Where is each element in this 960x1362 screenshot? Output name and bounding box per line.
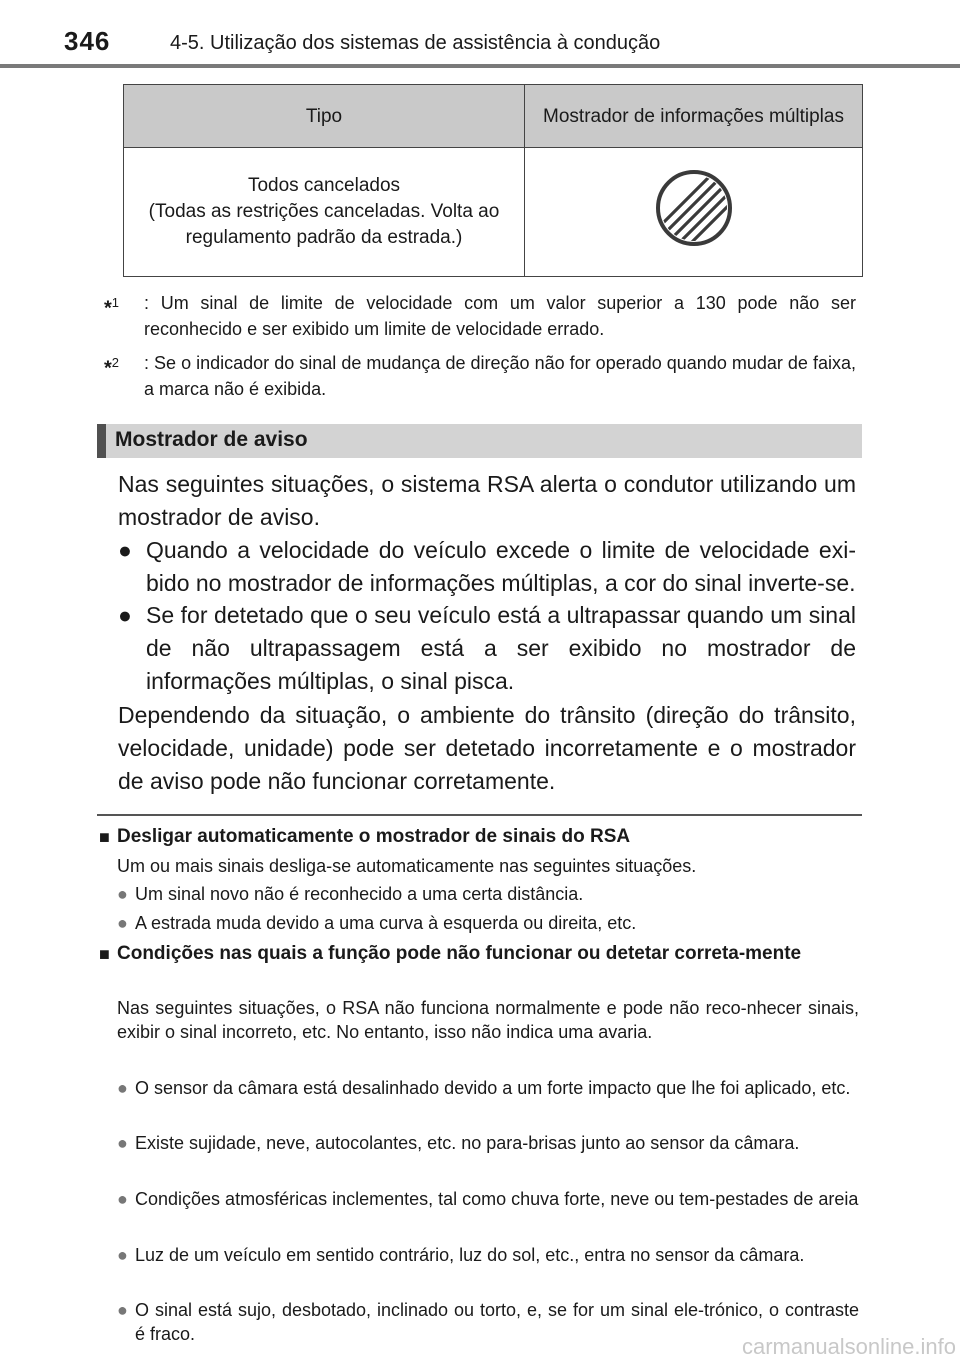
list-item xyxy=(118,599,856,698)
sign-type-table xyxy=(123,84,863,277)
list-item-text: O sinal está sujo, desbotado, inclinado ou torto, e, se for um sinal ele-trónico, o contraste é fraco. xyxy=(135,1300,859,1344)
list-item-text: Luz de um veículo em sentido contrário, luz do sol, etc., entra no sensor da câmara. xyxy=(135,1245,805,1265)
warning-section-heading xyxy=(97,424,862,458)
footnote-number: 2 xyxy=(111,355,120,370)
watermark: carmanualsonline.info xyxy=(741,1334,956,1359)
warning-outro: Dependendo da situação, o ambiente do trânsito (direção do trânsito, velocidade, unidade) pode ser detetado incorretamente e o mostrador de aviso pode não funcionar corretamente. xyxy=(118,702,856,794)
square-bullet-icon: ■ xyxy=(99,827,110,847)
list-item-text: Quando a velocidade do veículo excede o limite de velocidade exi-bido no mostrador de informações múltiplas, a cor do sinal inverte-se. xyxy=(146,537,856,596)
bullet-icon: ● xyxy=(117,1078,128,1098)
footnote-2 xyxy=(104,350,856,402)
list-item xyxy=(117,911,859,935)
square-bullet-icon: ■ xyxy=(99,944,110,964)
table-header-display: Mostrador de informações múltiplas xyxy=(525,85,863,148)
page-header xyxy=(0,0,960,66)
bullet-icon: ● xyxy=(117,884,128,904)
table-row xyxy=(124,148,863,277)
footnote-1 xyxy=(104,290,856,342)
page-number: 346 xyxy=(64,26,111,56)
subsection-heading-conditions xyxy=(99,942,859,966)
table-cell-type-text: Todos cancelados (Todas as restrições canceladas. Volta ao regulamento padrão da estrada.) xyxy=(148,175,500,248)
warning-section-title: Mostrador de aviso xyxy=(115,428,308,451)
heading-accent-bar xyxy=(97,424,106,458)
list-item-text: Existe sujidade, neve, autocolantes, etc. no para-brisas junto ao sensor da câmara. xyxy=(135,1133,800,1153)
subsection-title: Desligar automaticamente o mostrador de sinais do RSA xyxy=(117,826,631,847)
warning-intro: Nas seguintes situações, o sistema RSA alerta o condutor utilizando um mostrador de aviso. xyxy=(118,471,856,530)
list-item-text: A estrada muda devido a uma curva à esquerda ou direita, etc. xyxy=(135,913,637,933)
list-item xyxy=(117,882,859,906)
header-rule xyxy=(0,64,960,68)
list-item-text: Um sinal novo não é reconhecido a uma certa distância. xyxy=(135,884,584,904)
list-item xyxy=(117,1076,859,1100)
table-cell-type xyxy=(124,148,525,277)
bullet-icon: ● xyxy=(118,602,132,628)
bullet-icon: ● xyxy=(117,1133,128,1153)
table-header-type: Tipo xyxy=(124,85,525,148)
subsection-heading-auto-off xyxy=(99,825,859,849)
bullet-icon: ● xyxy=(117,913,128,933)
list-item xyxy=(117,1187,859,1211)
footnote-text: : Um sinal de limite de velocidade com um valor superior a 130 pode não ser reconhecido e ser exibido um limite de velocidade errado. xyxy=(144,293,856,339)
section-divider xyxy=(97,814,862,816)
bullet-icon: ● xyxy=(117,1245,128,1265)
table-cell-icon xyxy=(525,148,863,277)
subsection-intro: Um ou mais sinais desliga-se automaticamente nas seguintes situações. xyxy=(117,856,697,876)
bullet-icon: ● xyxy=(117,1189,128,1209)
all-restrictions-cancelled-sign-icon xyxy=(654,168,734,248)
footnote-mark: * xyxy=(104,357,112,380)
list-item-text: O sensor da câmara está desalinhado devido a um forte impacto que lhe foi aplicado, etc. xyxy=(135,1078,851,1098)
list-item xyxy=(118,534,856,600)
footnote-mark: * xyxy=(104,297,112,320)
section-title: 4-5. Utilização dos sistemas de assistência à condução xyxy=(170,32,661,54)
bullet-icon: ● xyxy=(118,537,132,563)
list-item xyxy=(117,1243,859,1267)
list-item-text: Condições atmosféricas inclementes, tal como chuva forte, neve ou tem-pestades de areia xyxy=(135,1189,859,1209)
list-item xyxy=(117,1131,859,1155)
footnote-number: 1 xyxy=(111,295,120,310)
list-item-text: Se for detetado que o seu veículo está a ultrapassar quando um sinal de não ultrapassagem está a ser exibido no mostrador de informações múltiplas, o sinal pisca. xyxy=(146,602,856,694)
table-header-row xyxy=(124,85,863,148)
footnote-text: : Se o indicador do sinal de mudança de direção não for operado quando mudar de faixa, a marca não é exibida. xyxy=(144,353,856,399)
bullet-icon: ● xyxy=(117,1300,128,1320)
subsection-title: Condições nas quais a função pode não funcionar ou detetar correta-mente xyxy=(117,943,802,964)
subsection-intro: Nas seguintes situações, o RSA não funciona normalmente e pode não reco-nhecer sinais, exibir o sinal incorreto, etc. No entanto, isso não indica uma avaria. xyxy=(117,998,859,1042)
